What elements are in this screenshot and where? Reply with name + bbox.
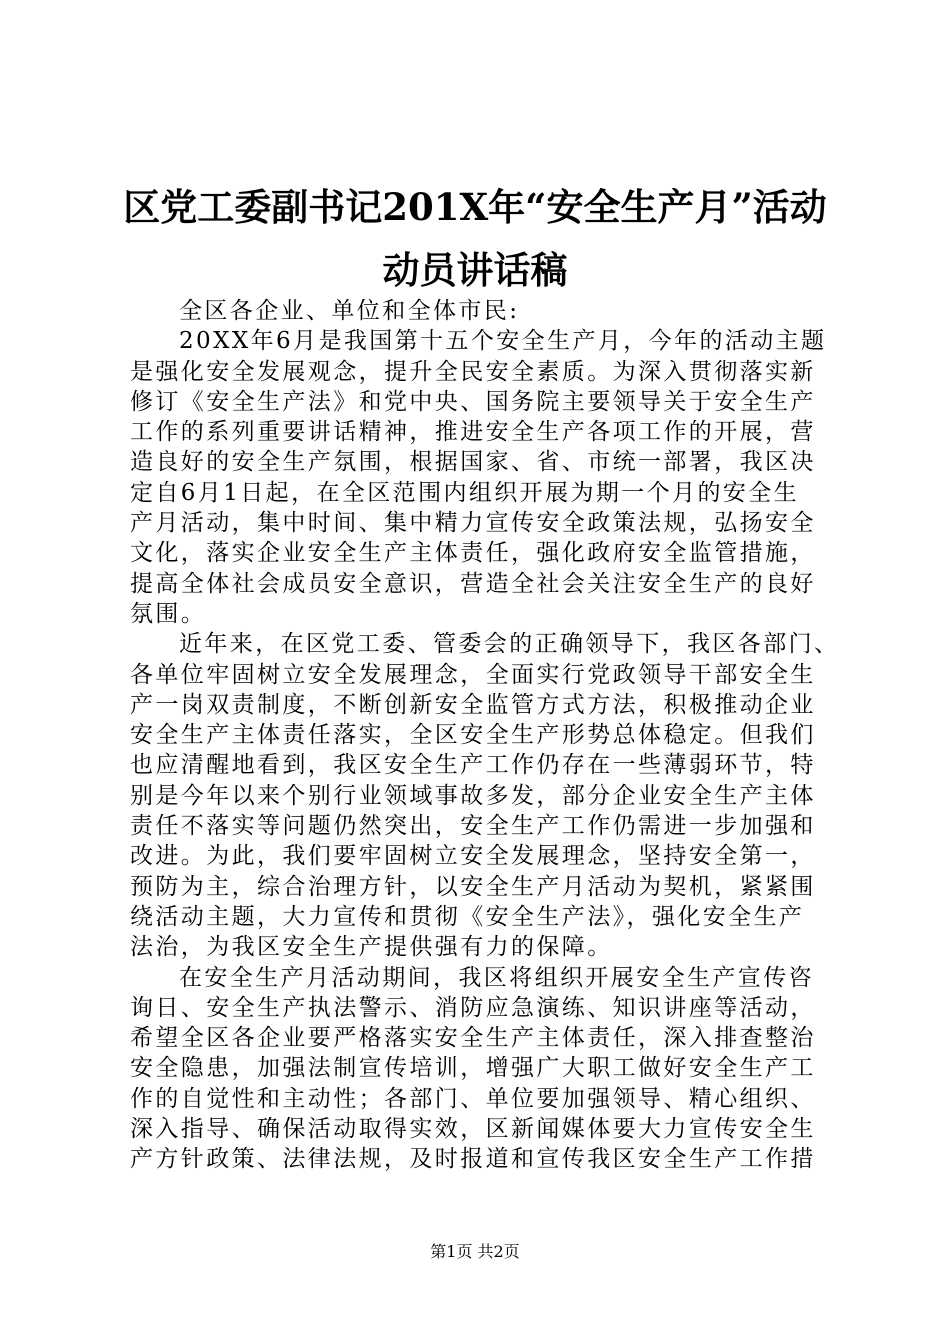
body-line: 产一岗双责制度，不断创新安全监管方式方法，积极推动企业 [130, 691, 816, 718]
body-line: 是强化安全发展观念，提升全民安全素质。为深入贯彻落实新 [130, 358, 816, 385]
body-line: 全区各企业、单位和全体市民: [179, 298, 520, 324]
body-line: 氛围。 [130, 600, 207, 627]
body-line: 造良好的安全生产氛围，根据国家、省、市统一部署，我区决 [130, 449, 816, 476]
body-line: 别是今年以来个别行业领域事故多发，部分企业安全生产主体 [130, 782, 816, 809]
body-line: 希望全区各企业要严格落实安全生产主体责任，深入排查整治 [130, 1025, 816, 1052]
document-title-line-1: 区党工委副书记201X年“安全生产月”活动 [123, 185, 827, 229]
body-line: 也应清醒地看到，我区安全生产工作仍存在一些薄弱环节，特 [130, 752, 816, 779]
document-body [130, 296, 842, 1175]
page-number-footer: 第1页 共2页 [430, 1242, 520, 1261]
body-line: 近年来，在区党工委、管委会的正确领导下，我区各部门、 [179, 631, 840, 658]
document-title-line-2: 动员讲话稿 [382, 248, 568, 292]
body-line: 深入指导、确保活动取得实效，区新闻媒体要大力宣传安全生 [130, 1116, 816, 1143]
body-line: 法治，为我区安全生产提供强有力的保障。 [130, 934, 613, 961]
body-line: 修订《安全生产法》和党中央、国务院主要领导关于安全生产 [130, 388, 816, 415]
body-line: 责任不落实等问题仍然突出，安全生产工作仍需进一步加强和 [130, 813, 816, 840]
body-line: 提高全体社会成员安全意识，营造全社会关注安全生产的良好 [130, 570, 816, 597]
body-line: 安全隐患，加强法制宣传培训，增强广大职工做好安全生产工 [130, 1055, 816, 1082]
body-line: 工作的系列重要讲话精神，推进安全生产各项工作的开展，营 [130, 419, 816, 446]
body-line: 询日、安全生产执法警示、消防应急演练、知识讲座等活动， [130, 994, 816, 1021]
body-line: 改进。为此，我们要牢固树立安全发展理念，坚持安全第一， [130, 843, 816, 870]
body-line: 20XX年6月是我国第十五个安全生产月，今年的活动主题 [179, 328, 827, 355]
body-line: 绕活动主题，大力宣传和贯彻《安全生产法》，强化安全生产 [130, 903, 805, 930]
body-line: 产方针政策、法律法规，及时报道和宣传我区安全生产工作措 [130, 1146, 816, 1173]
body-line: 预防为主，综合治理方针，以安全生产月活动为契机，紧紧围 [130, 873, 816, 900]
body-line: 安全生产主体责任落实，全区安全生产形势总体稳定。但我们 [130, 722, 816, 749]
body-line: 作的自觉性和主动性；各部门、单位要加强领导、精心组织、 [130, 1085, 816, 1112]
body-line: 文化，落实企业安全生产主体责任，强化政府安全监管措施， [130, 540, 816, 567]
body-line: 各单位牢固树立安全发展理念，全面实行党政领导干部安全生 [130, 661, 816, 688]
body-line: 定自6月1日起，在全区范围内组织开展为期一个月的安全生 [130, 479, 800, 506]
body-line: 产月活动，集中时间、集中精力宣传安全政策法规，弘扬安全 [130, 510, 816, 537]
body-line: 在安全生产月活动期间，我区将组织开展安全生产宣传咨 [179, 964, 814, 991]
